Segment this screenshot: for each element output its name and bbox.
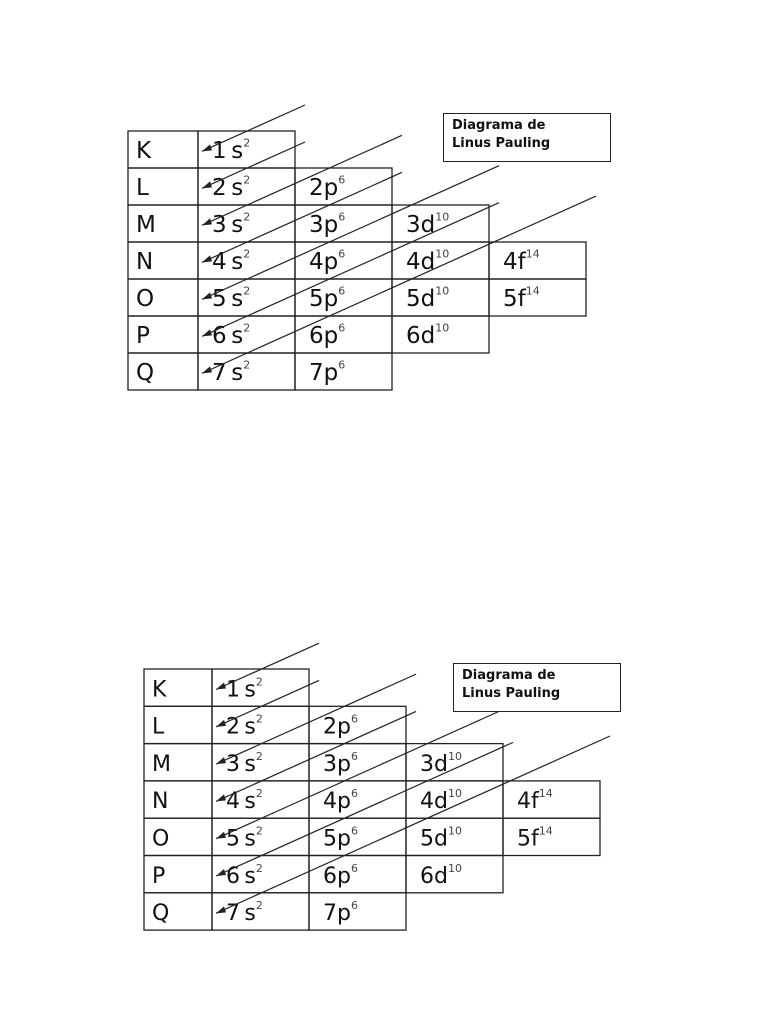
- subshell-label: $5d^{10}$: [420, 824, 462, 852]
- subshell-label: 3 $s^2$: [212, 210, 251, 238]
- subshell-label: $3p^6$: [309, 210, 346, 238]
- diagonal-arrow: [202, 105, 305, 151]
- subshell-label: 2 $s^2$: [226, 712, 263, 740]
- shell-label: O: [152, 826, 170, 852]
- subshell-label: 5 $s^2$: [226, 824, 263, 852]
- title-line-2: Linus Pauling: [452, 136, 551, 151]
- subshell-label: $5f^{14}$: [517, 824, 553, 852]
- pauling-diagram-2: [120, 640, 640, 940]
- shell-label: Q: [152, 901, 170, 927]
- shell-label: Q: [136, 360, 155, 386]
- shell-label: P: [152, 863, 166, 889]
- subshell-label: $3d^{10}$: [420, 749, 462, 777]
- shell-label: M: [136, 212, 156, 238]
- arrow-head-icon: [216, 869, 226, 876]
- arrow-head-icon: [216, 906, 226, 913]
- subshell-label: $4d^{10}$: [406, 247, 450, 275]
- subshell-label: 7 $s^2$: [212, 358, 251, 386]
- shell-label: P: [136, 323, 150, 349]
- subshell-label: 5 $s^2$: [212, 284, 251, 312]
- subshell-label: $3p^6$: [323, 749, 358, 777]
- subshell-label: 2 $s^2$: [212, 173, 251, 201]
- subshell-label: $4f^{14}$: [503, 247, 540, 275]
- subshell-label: $7p^6$: [309, 358, 346, 386]
- subshell-label: 4 $s^2$: [212, 247, 251, 275]
- arrow-head-icon: [202, 181, 212, 188]
- shell-label: K: [152, 677, 167, 703]
- arrow-head-icon: [216, 757, 226, 764]
- shell-label: O: [136, 286, 155, 312]
- shell-label: N: [152, 789, 169, 815]
- arrow-head-icon: [216, 832, 226, 839]
- arrow-head-icon: [202, 144, 212, 151]
- subshell-label: $4p^6$: [309, 247, 346, 275]
- title-line-2: Linus Pauling: [462, 686, 561, 701]
- shell-label: L: [136, 175, 149, 201]
- arrow-head-icon: [216, 720, 226, 727]
- subshell-label: 7 $s^2$: [226, 899, 263, 927]
- subshell-label: $3d^{10}$: [406, 210, 450, 238]
- subshell-label: 6 $s^2$: [226, 861, 263, 889]
- subshell-label: $5d^{10}$: [406, 284, 450, 312]
- subshell-label: 3 $s^2$: [226, 749, 263, 777]
- diagonal-arrow: [216, 643, 319, 689]
- arrow-head-icon: [202, 255, 212, 262]
- subshell-label: $6p^6$: [309, 321, 346, 349]
- arrow-head-icon: [216, 683, 226, 690]
- diagram-title-box: [453, 663, 621, 712]
- subshell-label: $6d^{10}$: [406, 321, 450, 349]
- shell-label: N: [136, 249, 154, 275]
- diagram-title-box: [443, 113, 611, 162]
- arrow-head-icon: [202, 329, 212, 336]
- shell-label: K: [136, 138, 152, 164]
- subshell-label: 1 $s^2$: [212, 136, 251, 164]
- subshell-label: $4p^6$: [323, 787, 358, 815]
- subshell-label: $4d^{10}$: [420, 787, 462, 815]
- subshell-label: $5p^6$: [309, 284, 346, 312]
- subshell-label: 6 $s^2$: [212, 321, 251, 349]
- arrow-head-icon: [216, 794, 226, 801]
- subshell-label: $4f^{14}$: [517, 787, 553, 815]
- subshell-label: $2p^6$: [323, 712, 358, 740]
- subshell-label: $2p^6$: [309, 173, 346, 201]
- arrow-head-icon: [202, 366, 212, 373]
- subshell-label: $6p^6$: [323, 861, 358, 889]
- subshell-label: 4 $s^2$: [226, 787, 263, 815]
- arrow-head-icon: [202, 218, 212, 225]
- title-line-1: Diagrama de: [452, 118, 546, 133]
- subshell-label: $5p^6$: [323, 824, 358, 852]
- subshell-label: 1 $s^2$: [226, 675, 263, 703]
- subshell-label: $7p^6$: [323, 899, 358, 927]
- pauling-diagram-1: [120, 104, 620, 398]
- arrow-head-icon: [202, 292, 212, 299]
- subshell-label: $5f^{14}$: [503, 284, 540, 312]
- title-line-1: Diagrama de: [462, 668, 556, 683]
- subshell-label: $6d^{10}$: [420, 861, 462, 889]
- shell-label: M: [152, 751, 171, 777]
- shell-label: L: [152, 714, 165, 740]
